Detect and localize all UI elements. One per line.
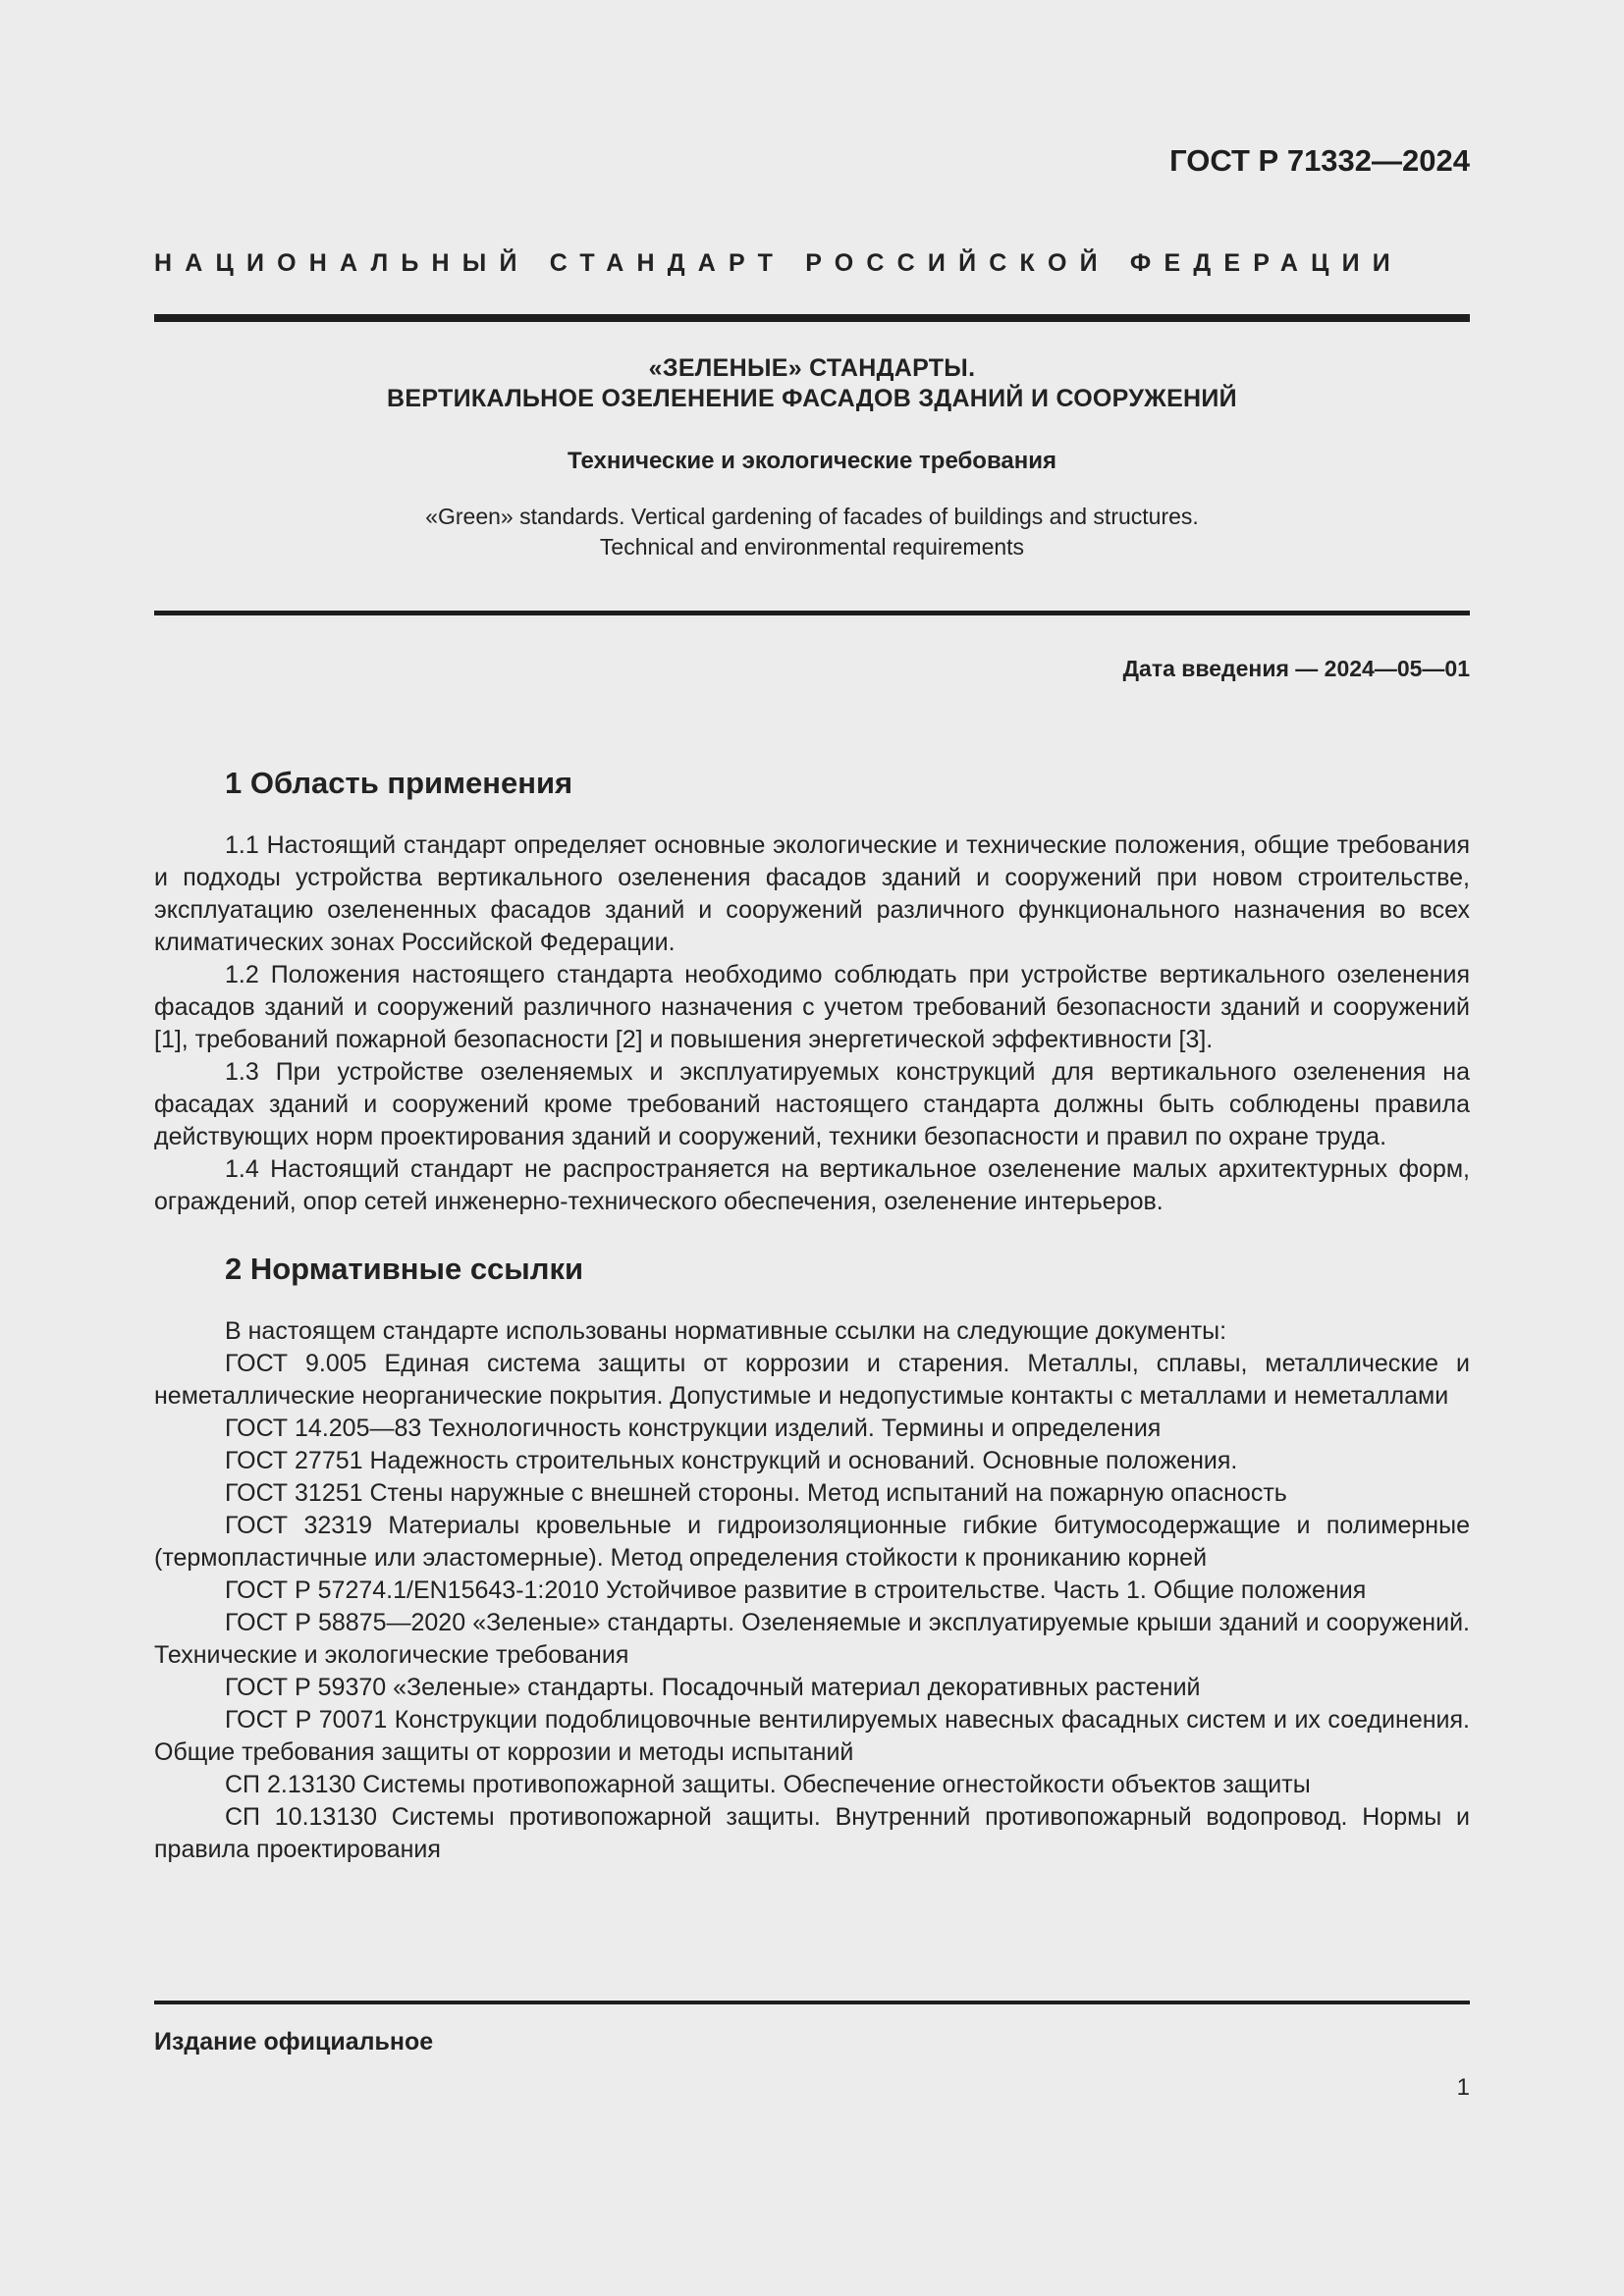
introduction-date: Дата введения — 2024—05—01	[1122, 656, 1470, 681]
title-subtitle: Технические и экологические требования	[567, 448, 1057, 474]
title-divider	[154, 611, 1470, 615]
reference-item: ГОСТ Р 70071 Конструкции подоблицовочные вентилируемых навесных фасадных систем и их соединения. Общие требования защиты от коррозии и методы испытаний	[154, 1706, 1470, 1766]
page-number: 1	[1456, 2074, 1470, 2101]
section-heading: 2 Нормативные ссылки	[225, 1252, 584, 1286]
english-title-line-1: «Green» standards. Vertical gardening of facades of buildings and structures.	[425, 504, 1199, 529]
paragraph: 1.4 Настоящий стандарт не распространяется на вертикальное озеленение малых архитектурных форм, ограждений, опор сетей инженерно-технического обеспечения, озеленение интерьеров.	[154, 1155, 1470, 1215]
national-standard-banner: НАЦИОНАЛЬНЫЙ СТАНДАРТ РОССИЙСКОЙ ФЕДЕРАЦИИ	[154, 249, 1403, 277]
title-line-1: «ЗЕЛЕНЫЕ» СТАНДАРТЫ.	[648, 354, 976, 382]
reference-item: ГОСТ Р 59370 «Зеленые» стандарты. Посадочный материал декоративных растений	[225, 1674, 1201, 1701]
paragraph: 1.3 При устройстве озеленяемых и эксплуатируемых конструкций для вертикального озеленения на фасадах зданий и сооружений кроме требований настоящего стандарта должны быть соблюдены правила действующих норм проектирования зданий и сооружений, техники безопасности и правил по охране труда.	[154, 1058, 1470, 1150]
reference-item: ГОСТ Р 57274.1/EN15643-1:2010 Устойчивое развитие в строительстве. Часть 1. Общие положения	[225, 1576, 1367, 1604]
official-edition-label: Издание официальное	[154, 2028, 434, 2056]
section-scope	[154, 762, 1470, 1218]
english-title-line-2: Technical and environmental requirements	[599, 534, 1025, 560]
reference-item: ГОСТ 27751 Надежность строительных конструкций и оснований. Основные положения.	[225, 1447, 1238, 1474]
sections	[154, 762, 1470, 1866]
top-divider	[154, 314, 1470, 322]
reference-item: ГОСТ 14.205—83 Технологичность конструкции изделий. Термины и определения	[225, 1415, 1162, 1442]
document-number: ГОСТ Р 71332—2024	[1169, 143, 1470, 178]
paragraph: 1.1 Настоящий стандарт определяет основные экологические и технические положения, общие требования и подходы устройства вертикального озеленения фасадов зданий и сооружений при новом строительстве, эксплуатацию озелененных фасадов зданий и сооружений различного функционального назначения во всех климатических зонах Российской Федерации.	[154, 831, 1470, 956]
title-line-2: ВЕРТИКАЛЬНОЕ ОЗЕЛЕНЕНИЕ ФАСАДОВ ЗДАНИЙ И СООРУЖЕНИЙ	[387, 385, 1237, 412]
paragraph: 1.2 Положения настоящего стандарта необходимо соблюдать при устройстве вертикального озеленения фасадов зданий и сооружений различного назначения с учетом требований безопасности зданий и сооружений [1], требований пожарной безопасности [2] и повышения энергетической эффективности [3].	[154, 961, 1470, 1053]
reference-item: ГОСТ 9.005 Единая система защиты от коррозии и старения. Металлы, сплавы, металлические и неметаллические неорганические покрытия. Допустимые и недопустимые контакты с металлами и неметаллами	[154, 1350, 1470, 1410]
reference-item: ГОСТ 32319 Материалы кровельные и гидроизоляционные гибкие битумосодержащие и полимерные (термопластичные или эластомерные). Метод определения стойкости к прониканию корней	[154, 1512, 1470, 1572]
section-heading: 1 Область применения	[225, 766, 573, 800]
reference-item: СП 2.13130 Системы противопожарной защиты. Обеспечение огнестойкости объектов защиты	[225, 1771, 1311, 1798]
footer-divider	[154, 2001, 1470, 2004]
reference-item: ГОСТ Р 58875—2020 «Зеленые» стандарты. Озеленяемые и эксплуатируемые крыши зданий и сооружений. Технические и экологические требования	[154, 1609, 1470, 1669]
english-title	[154, 502, 1470, 562]
section-normative-references	[154, 1248, 1470, 1866]
reference-item: СП 10.13130 Системы противопожарной защиты. Внутренний противопожарный водопровод. Нормы и правила проектирования	[154, 1803, 1470, 1863]
title-block	[154, 353, 1470, 562]
reference-item: ГОСТ 31251 Стены наружные с внешней стороны. Метод испытаний на пожарную опасность	[225, 1479, 1287, 1507]
paragraph: В настоящем стандарте использованы нормативные ссылки на следующие документы:	[225, 1317, 1227, 1345]
